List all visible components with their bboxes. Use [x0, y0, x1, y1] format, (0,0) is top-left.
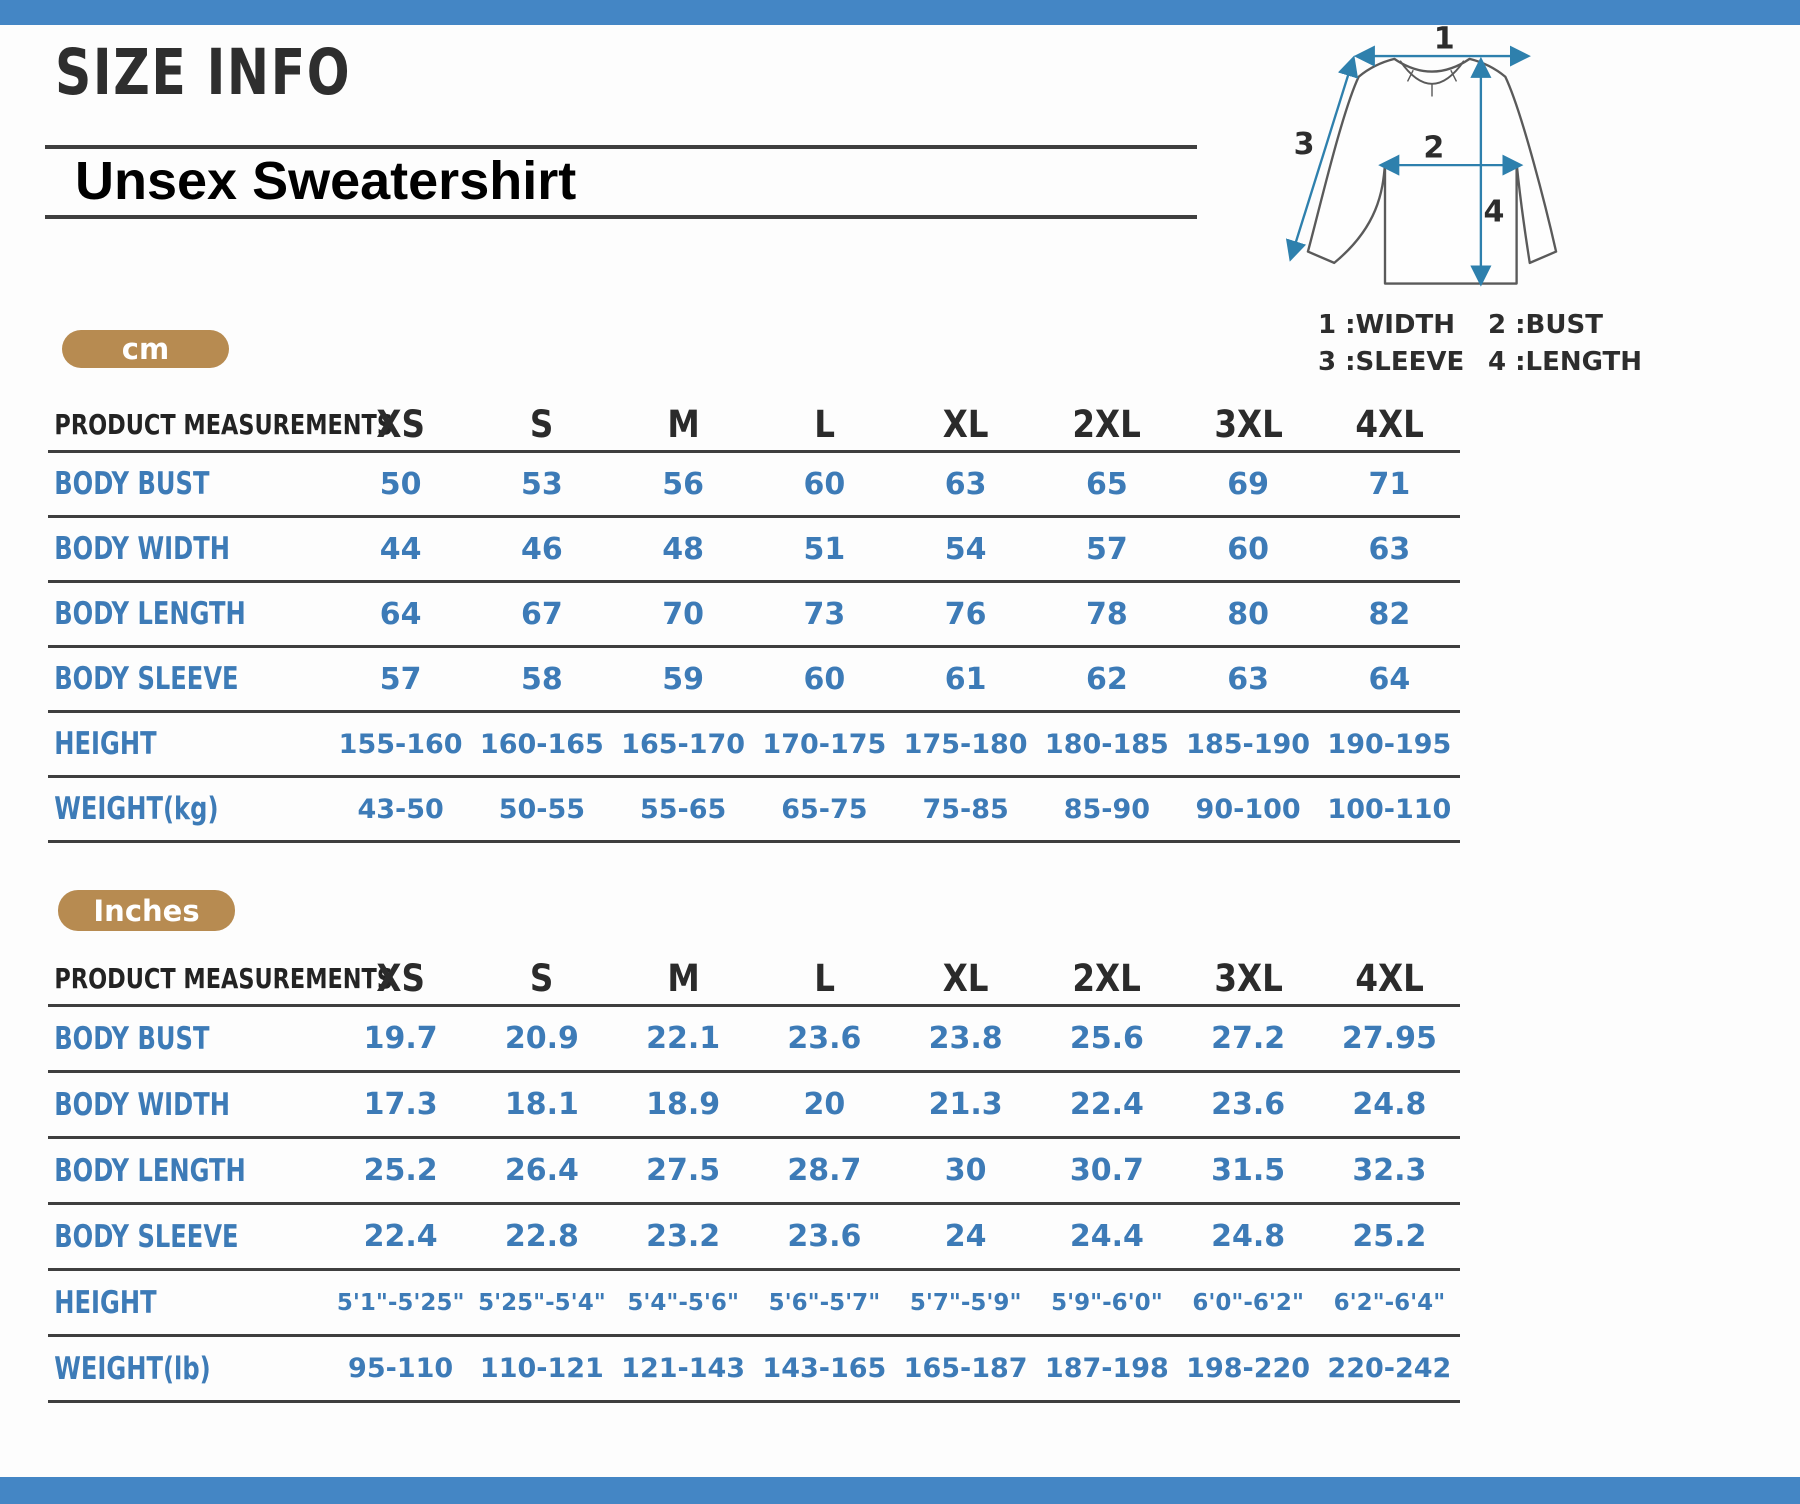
marker-2-label: 2 [1423, 130, 1445, 166]
size-column-header: XS [376, 402, 425, 446]
value-cell: 6'2"-6'4" [1333, 1289, 1446, 1316]
value-cell: 55-65 [639, 793, 727, 825]
value-cell: 26.4 [504, 1153, 579, 1188]
value-cell: 65 [1086, 466, 1128, 502]
value-cell: 60 [803, 661, 846, 697]
value-cell: 60 [803, 466, 846, 502]
value-cell: 57 [1086, 531, 1128, 567]
table-header-row [48, 398, 1460, 453]
measurements-header-label: PRODUCT MEASUREMENTS [54, 961, 393, 995]
value-cell: 59 [662, 661, 704, 697]
size-column-header: L [813, 402, 835, 446]
row-label: HEIGHT [54, 726, 157, 762]
unit-badge-inches: Inches [58, 890, 235, 931]
table-row [48, 713, 1460, 778]
value-cell: 78 [1086, 596, 1128, 632]
table-row [48, 1205, 1460, 1271]
cm-size-table [48, 398, 1460, 843]
value-cell: 160-165 [479, 728, 604, 760]
table-row [48, 1271, 1460, 1337]
size-column-header: 3XL [1213, 402, 1283, 446]
row-label: HEIGHT [54, 1284, 157, 1321]
value-cell: 63 [944, 466, 987, 502]
value-cell: 23.6 [1211, 1087, 1286, 1122]
value-cell: 64 [1368, 661, 1411, 697]
value-cell: 187-198 [1044, 1353, 1169, 1384]
value-cell: 54 [944, 531, 987, 567]
value-cell: 175-180 [903, 728, 1028, 760]
value-cell: 50 [379, 466, 422, 502]
size-column-header: 2XL [1072, 956, 1142, 1000]
value-cell: 22.8 [504, 1219, 579, 1254]
size-column-header: XS [376, 956, 425, 1000]
value-cell: 67 [521, 596, 563, 632]
value-cell: 21.3 [928, 1087, 1003, 1122]
value-cell: 165-187 [903, 1353, 1028, 1384]
product-name: Unsex Sweatershirt [75, 151, 577, 211]
value-cell: 64 [379, 596, 422, 632]
value-cell: 44 [379, 531, 422, 567]
value-cell: 95-110 [348, 1353, 454, 1384]
diagram-legend [1230, 310, 1650, 377]
value-cell: 5'6"-5'7" [768, 1289, 881, 1316]
value-cell: 5'4"-5'6" [627, 1289, 739, 1316]
value-cell: 62 [1086, 661, 1128, 697]
table-row [48, 778, 1460, 843]
value-cell: 22.4 [363, 1219, 438, 1254]
divider-line [45, 145, 1197, 149]
value-cell: 63 [1368, 531, 1411, 567]
value-cell: 28.7 [787, 1153, 862, 1188]
value-cell: 25.2 [1352, 1219, 1427, 1254]
value-cell: 220-242 [1327, 1353, 1452, 1384]
value-cell: 31.5 [1211, 1153, 1286, 1188]
value-cell: 143-165 [762, 1353, 887, 1384]
value-cell: 121-143 [621, 1353, 746, 1384]
sweatshirt-measure-diagram [1230, 26, 1650, 377]
measurements-header-label: PRODUCT MEASUREMENTS [54, 407, 393, 441]
table-header-row [48, 952, 1460, 1007]
value-cell: 61 [944, 661, 987, 697]
value-cell: 23.2 [646, 1219, 721, 1254]
value-cell: 71 [1368, 466, 1411, 502]
table-row [48, 453, 1460, 518]
row-label: BODY WIDTH [54, 531, 230, 567]
value-cell: 100-110 [1327, 793, 1452, 825]
value-cell: 23.6 [787, 1021, 862, 1056]
value-cell: 27.95 [1341, 1021, 1437, 1056]
legend-item: 1 :WIDTH [1318, 310, 1455, 340]
value-cell: 5'7"-5'9" [909, 1289, 1022, 1316]
value-cell: 85-90 [1063, 793, 1151, 825]
value-cell: 80 [1227, 596, 1269, 632]
legend-item: 4 :LENGTH [1488, 347, 1643, 377]
value-cell: 23.6 [787, 1219, 862, 1254]
value-cell: 90-100 [1195, 793, 1301, 825]
value-cell: 27.5 [646, 1153, 721, 1188]
value-cell: 32.3 [1352, 1153, 1427, 1188]
value-cell: 18.1 [504, 1087, 579, 1122]
value-cell: 63 [1227, 661, 1269, 697]
value-cell: 73 [803, 596, 846, 632]
size-column-header: 4XL [1355, 402, 1424, 446]
value-cell: 57 [379, 661, 422, 697]
value-cell: 58 [521, 661, 563, 697]
row-label: BODY BUST [54, 1020, 210, 1057]
value-cell: 53 [521, 466, 563, 502]
top-border-bar [0, 0, 1800, 25]
inches-size-table [48, 952, 1460, 1403]
value-cell: 30.7 [1069, 1153, 1144, 1188]
value-cell: 69 [1227, 466, 1269, 502]
sweatshirt-figure [1272, 26, 1592, 308]
size-column-header: S [530, 956, 554, 1000]
table-row [48, 1073, 1460, 1139]
value-cell: 18.9 [646, 1087, 721, 1122]
value-cell: 50-55 [498, 793, 586, 825]
value-cell: 25.6 [1069, 1021, 1144, 1056]
value-cell: 48 [662, 531, 704, 567]
value-cell: 23.8 [928, 1021, 1003, 1056]
row-label: BODY WIDTH [54, 1086, 230, 1123]
marker-4-label: 4 [1483, 194, 1505, 230]
value-cell: 30 [944, 1153, 987, 1188]
legend-item: 3 :SLEEVE [1318, 347, 1465, 377]
size-column-header: M [666, 402, 700, 446]
unit-badge-cm: cm [62, 330, 229, 368]
value-cell: 25.2 [363, 1153, 438, 1188]
value-cell: 27.2 [1211, 1021, 1286, 1056]
value-cell: 75-85 [922, 793, 1009, 825]
row-label: WEIGHT(lb) [54, 1350, 211, 1387]
table-row [48, 1337, 1460, 1403]
value-cell: 65-75 [781, 793, 868, 825]
page-title: SIZE INFO [55, 36, 352, 109]
marker-3-label: 3 [1293, 126, 1315, 162]
size-column-header: S [530, 402, 554, 446]
row-label: BODY SLEEVE [54, 661, 239, 697]
size-column-header: 2XL [1072, 402, 1142, 446]
value-cell: 24.4 [1069, 1219, 1144, 1254]
value-cell: 180-185 [1044, 728, 1169, 760]
value-cell: 24 [944, 1219, 987, 1254]
table-row [48, 1007, 1460, 1073]
value-cell: 155-160 [338, 728, 463, 760]
table-row [48, 648, 1460, 713]
table-row [48, 1139, 1460, 1205]
value-cell: 22.4 [1069, 1087, 1144, 1122]
legend-item: 2 :BUST [1488, 310, 1603, 340]
size-column-header: XL [942, 402, 989, 446]
value-cell: 43-50 [357, 793, 444, 825]
value-cell: 198-220 [1186, 1353, 1311, 1384]
row-label: BODY BUST [54, 466, 210, 502]
value-cell: 5'25"-5'4" [478, 1289, 606, 1316]
value-cell: 5'9"-6'0" [1051, 1289, 1163, 1316]
bottom-border-bar [0, 1477, 1800, 1504]
size-column-header: M [666, 956, 700, 1000]
size-column-header: 3XL [1213, 956, 1283, 1000]
value-cell: 190-195 [1327, 728, 1452, 760]
value-cell: 60 [1227, 531, 1269, 567]
divider-line [45, 215, 1197, 219]
value-cell: 24.8 [1211, 1219, 1286, 1254]
value-cell: 19.7 [363, 1021, 438, 1056]
size-column-header: 4XL [1355, 956, 1424, 1000]
value-cell: 17.3 [363, 1087, 438, 1122]
table-row [48, 583, 1460, 648]
row-label: BODY LENGTH [54, 1152, 246, 1189]
row-label: WEIGHT(kg) [54, 791, 219, 827]
row-label: BODY SLEEVE [54, 1218, 239, 1255]
value-cell: 76 [944, 596, 987, 632]
value-cell: 5'1"-5'25" [336, 1289, 465, 1316]
value-cell: 170-175 [762, 728, 887, 760]
value-cell: 20 [803, 1087, 846, 1122]
marker-1-label: 1 [1433, 26, 1455, 57]
value-cell: 46 [521, 531, 563, 567]
value-cell: 110-121 [479, 1353, 604, 1384]
table-row [48, 518, 1460, 583]
size-column-header: L [813, 956, 835, 1000]
value-cell: 185-190 [1186, 728, 1311, 760]
value-cell: 20.9 [504, 1021, 579, 1056]
value-cell: 82 [1368, 596, 1411, 632]
value-cell: 56 [662, 466, 704, 502]
size-column-header: XL [942, 956, 989, 1000]
value-cell: 22.1 [646, 1021, 721, 1056]
value-cell: 24.8 [1352, 1087, 1427, 1122]
value-cell: 51 [803, 531, 846, 567]
value-cell: 165-170 [621, 728, 746, 760]
value-cell: 6'0"-6'2" [1192, 1289, 1304, 1316]
row-label: BODY LENGTH [54, 596, 246, 632]
value-cell: 70 [662, 596, 704, 632]
